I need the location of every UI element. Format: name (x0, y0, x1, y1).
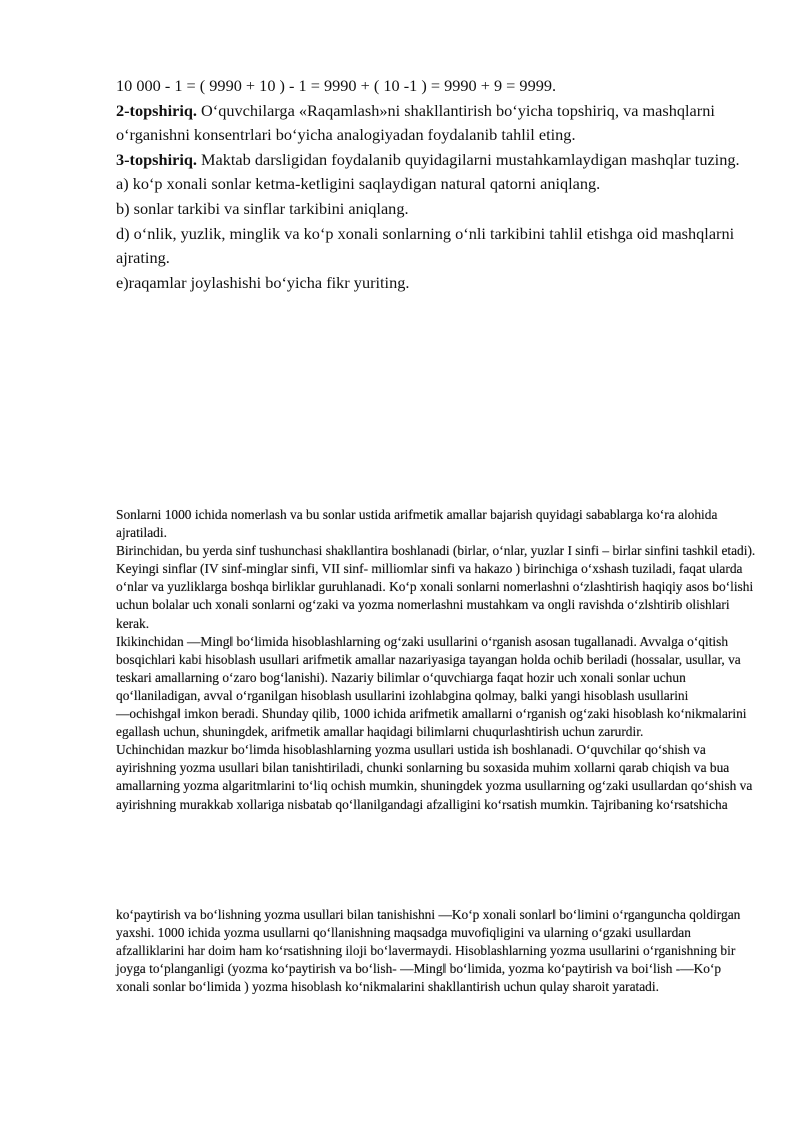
list-item: a) ko‘p xonali sonlar ketma-ketligini saqlaydigan natural qatorni aniqlang. (116, 174, 601, 194)
tasks-section (116, 74, 756, 295)
paragraph-third: Uchinchidan mazkur bo‘limda hisoblashlarning yozma usullari ustida ish boshlanadi. O‘quvchilar qo‘shish va ayirishning yozma usullari bilan tanishtiriladi, chunki sonlarning bu soxasida muhim xollarni qarab chiqish va bua amallarning yozma algaritmlarini to‘liq ochish mumkin, shuningdek yozma usullarning og‘zaki usullardan qo‘shish va ayirishning murakkab xollariga nisbatab qo‘llanilgandagi afzalligini ko‘rsatish mumkin. Tajribaning ko‘rsatshicha (116, 742, 753, 812)
list-item: d) o‘nlik, yuzlik, minglik va ko‘p xonali sonlarning o‘nli tarkibini tahlil etishga oid mashqlarni ajrating. (116, 223, 735, 268)
body-text-continuation (116, 906, 756, 996)
equation-line: 10 000 - 1 = ( 9990 + 10 ) - 1 = 9990 + ( 10 -1 ) = 9990 + 9 = 9999. (116, 76, 557, 95)
paragraph-first: Birinchidan, bu yerda sinf tushunchasi shakllantira boshlanadi (birlar, o‘nlar, yuzlar I sinfi – birlar sinfini tashkil etadi). Keyingi sinflar (IV sinf-minglar sinfi, VII sinf- milliomlar sinfi va hakazo ) birinchiga o‘xshash tuziladi, faqat ularda o‘nlar va yuzliklarga boshqa birliklar guruhlanadi. Ko‘p xonali sonlarni nomerlashni o‘zlashtirish haqiqiy asos bo‘lishi uchun bolalar uch xonali sonlarni og‘zaki va yozma nomerlashni mustahkam va ongli ravishda o‘zlshtirib olishlari kerak. (116, 543, 756, 631)
task-3-label: 3-topshiriq. (116, 149, 197, 169)
paragraph-continuation: ko‘paytirish va bo‘lishning yozma usullari bilan tanishishni ―Ko‘p xonali sonlar‖ bo‘limini o‘rgangunchа qoldirgan yaxshi. 1000 ichida yozma usullarni qo‘llanishning maqsadga muvofiqligini va ularning o‘gzaki usullardan afzalliklarini har doim ham ko‘rsatishning iloji bo‘lavermaydi. Hisoblashlarning yozma usullarini o‘rganishning bir joyga to‘planganligi (yozma ko‘paytirish va bo‘lish- ―Ming‖ bo‘limida, yozma ko‘paytirish va boi‘lish -―Ko‘p xonali sonlar bo‘limida ) yozma hisoblash ko‘nikmalarini shakllantirish uchun qulay sharoit yaratadi. (116, 907, 741, 995)
task-3 (116, 148, 756, 173)
paragraph-intro: Sonlarni 1000 ichida nomerlash va bu sonlar ustida arifmetik amallar bajarish quyidagi sabablarga ko‘ra alohida ajratiladi. (116, 507, 718, 541)
list-item: e)raqamlar joylashishi bo‘yicha fikr yuriting. (116, 272, 410, 292)
paragraph-second: Ikikinchidan ―Ming‖ bo‘limida hisoblashlarning og‘zaki usullarini o‘rganish asosan tugallanadi. Avvalga o‘qitish bosqichlari kabi hisoblash usullari arifmetik amallar nazariyasiga tayangan holda ochib beriladi (hossalar, usullar, va teskari amallarning o‘zaro bog‘lanishi). Nazariy bilimlar o‘quvchiarga faqat hozir uch xonali sonlar uchun qo‘llaniladigan, avval o‘rganilgan hisoblash usullarini izohlabgina qolmay, balki yangi hisoblash usullarini ―ochishga‖ imkon beradi. Shunday qilib, 1000 ichida arifmetik amallarni o‘rganish og‘zaki hisoblash ko‘nikmalarini egallash uchun, shuningdek, arifmetik amallar haqidagi bilimlarni chuqurlashtirish uchun zarurdir. (116, 633, 747, 740)
task-2-label: 2-topshiriq. (116, 100, 197, 120)
task-2 (116, 99, 756, 148)
task-2-text: O‘quvchilarga «Raqamlash»ni shakllantirish bo‘yicha topshiriq, va mashqlarni o‘rganishni konsentrlari bo‘yicha analogiyadan foydalanib tahlil eting. (116, 100, 715, 145)
list-item: b) sonlar tarkibi va sinflar tarkibini aniqlang. (116, 198, 409, 218)
task-3-text: Maktab darsligidan foydalanib quyidagilarni mustahkamlaydigan mashqlar tuzing. (196, 149, 740, 169)
body-text-block (116, 506, 756, 814)
